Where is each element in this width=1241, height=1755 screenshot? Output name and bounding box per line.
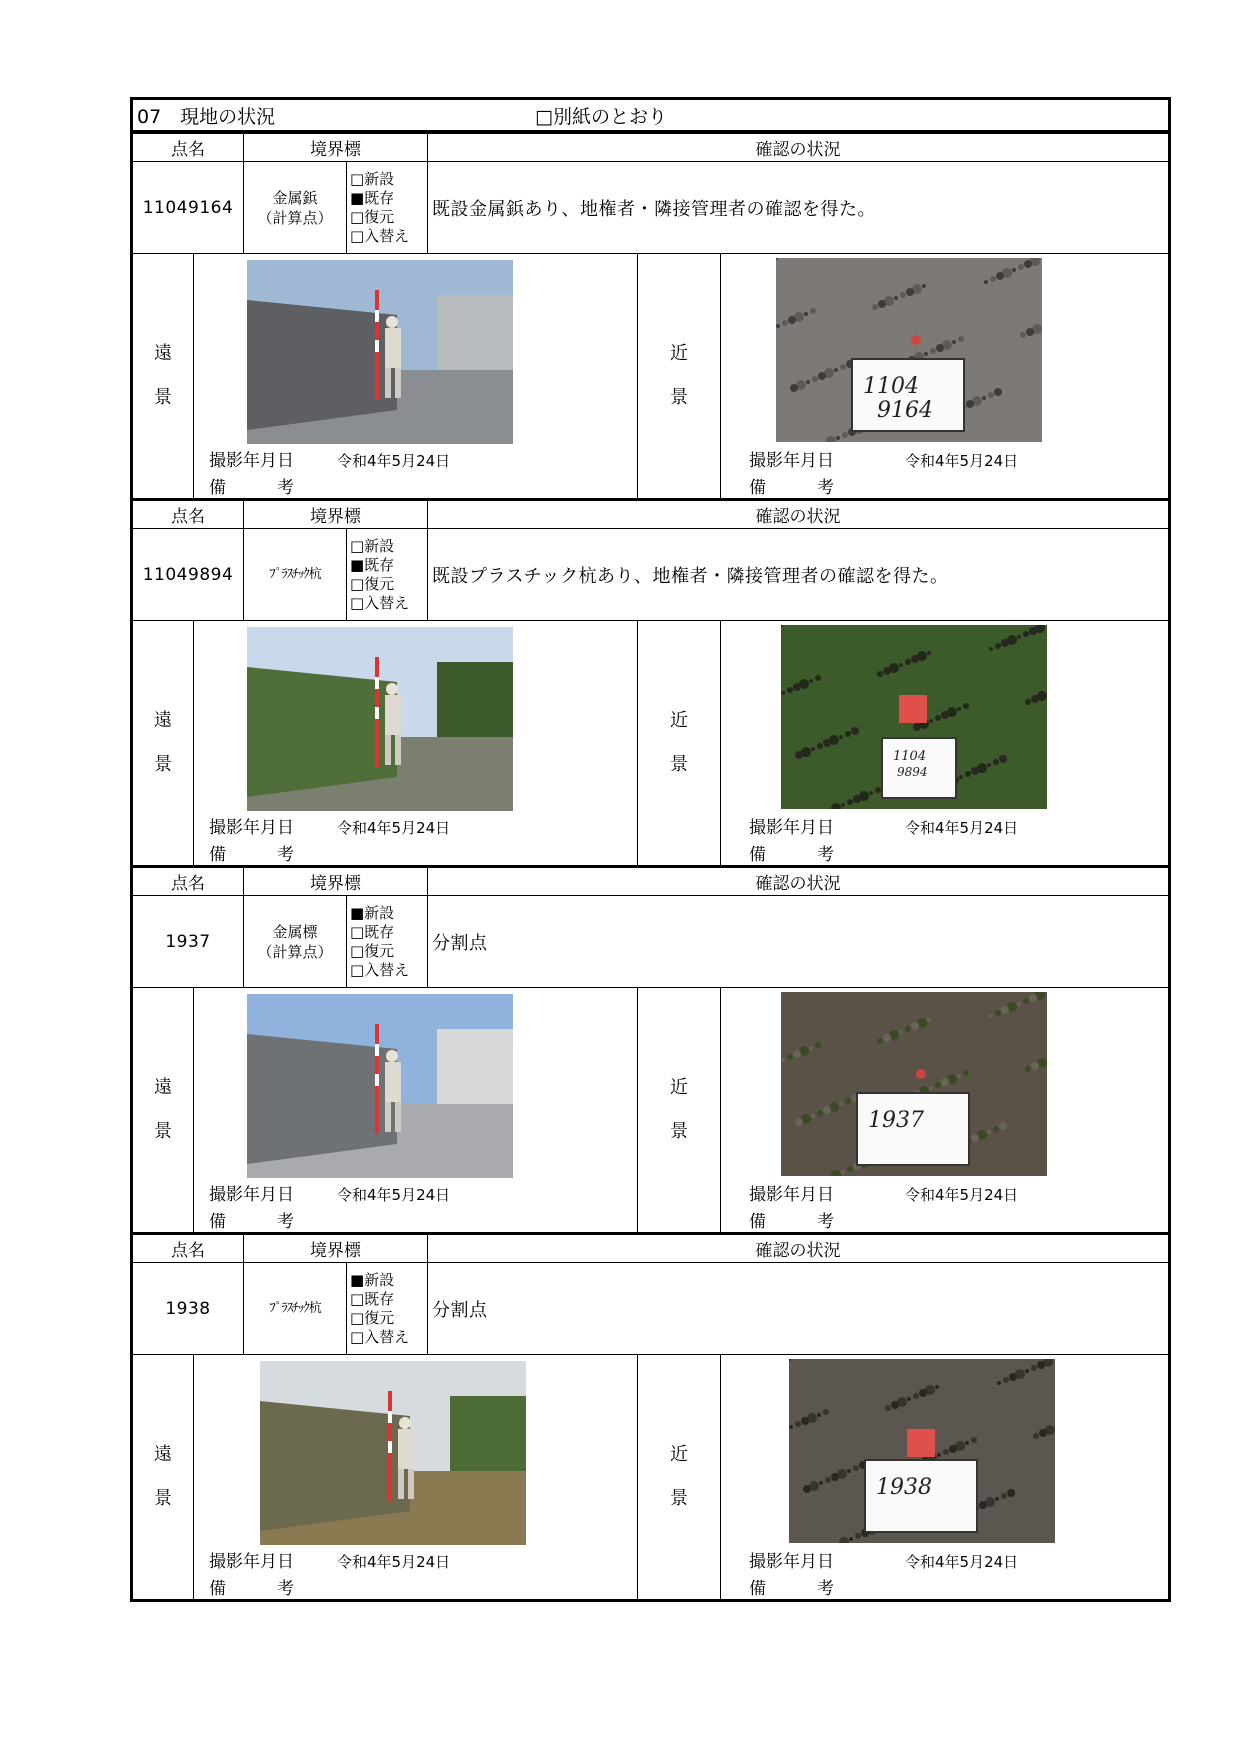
far-photo-cell	[194, 1355, 638, 1601]
far-view-label	[132, 621, 194, 866]
photo-date-label: 撮影年月日	[749, 818, 834, 838]
checklist-item: ■既存	[350, 188, 395, 207]
photo-date-value: 令和4年5月24日	[905, 819, 1019, 837]
photo-date-label: 撮影年月日	[209, 818, 294, 838]
near-view-label	[638, 254, 721, 499]
boundary-marker-value	[244, 162, 347, 254]
status-header: 確認の状況	[428, 500, 1170, 529]
near-view-label	[638, 1355, 721, 1601]
photo-date-label: 撮影年月日	[749, 1185, 834, 1205]
point-name-header: 点名	[132, 1234, 244, 1263]
record-block	[130, 133, 1171, 499]
marker-type: ﾌﾟﾗｽﾁｯｸ杭	[269, 1300, 321, 1316]
photo-date-value: 令和4年5月24日	[337, 1186, 451, 1204]
far-label-char: 景	[154, 387, 172, 408]
checklist-item: □復元	[350, 574, 395, 593]
near-view-photo	[781, 625, 1047, 809]
far-photo-cell	[194, 621, 638, 866]
near-label-char: 景	[670, 1488, 688, 1509]
near-label-char: 近	[670, 710, 688, 731]
confirmation-status: 分割点	[428, 1263, 1170, 1355]
point-name-header: 点名	[132, 867, 244, 896]
remarks-label: 備 考	[209, 845, 294, 865]
point-name-value: 1937	[132, 896, 244, 988]
checklist-item: □既存	[350, 922, 395, 941]
photo-date-value: 令和4年5月24日	[337, 819, 451, 837]
remarks-label: 備 考	[209, 478, 294, 498]
photo-date-label: 撮影年月日	[209, 1185, 294, 1205]
photo-date-value: 令和4年5月24日	[905, 452, 1019, 470]
photo-row	[132, 988, 1170, 1233]
near-photo-cell	[721, 988, 1170, 1233]
photo-date-value: 令和4年5月24日	[905, 1553, 1019, 1571]
photo-row	[132, 254, 1170, 499]
photo-date-value: 令和4年5月24日	[905, 1186, 1019, 1204]
checklist-item: □新設	[350, 536, 395, 555]
survey-sheet	[130, 97, 1168, 1602]
checklist-item: □入替え	[350, 226, 410, 245]
photo-row	[132, 1355, 1170, 1601]
photo-date-label: 撮影年月日	[209, 1552, 294, 1572]
near-photo-meta	[749, 448, 1018, 502]
board-text-line1: 1937	[868, 1108, 924, 1133]
photo-date-value: 令和4年5月24日	[337, 1553, 451, 1571]
photo-row	[132, 621, 1170, 866]
point-name-header: 点名	[132, 500, 244, 529]
checklist-item: □入替え	[350, 1327, 410, 1346]
record-block	[130, 499, 1171, 866]
attachment-note: □別紙のとおり	[535, 105, 667, 128]
near-photo-cell	[721, 254, 1170, 499]
point-name-value: 1938	[132, 1263, 244, 1355]
near-view-photo	[781, 992, 1047, 1176]
board-text-line2: 9164	[877, 398, 933, 423]
remarks-label: 備 考	[749, 1212, 834, 1232]
far-view-photo	[247, 994, 513, 1178]
near-view-label	[638, 988, 721, 1233]
column-header-row	[132, 1234, 1170, 1263]
record-block	[130, 866, 1171, 1233]
site-board	[864, 1459, 978, 1533]
near-label-char: 近	[670, 1444, 688, 1465]
checklist-item: ■新設	[350, 903, 395, 922]
point-name-value: 11049164	[132, 162, 244, 254]
checklist-item: □復元	[350, 207, 395, 226]
section-title: 07 現地の状況	[137, 105, 276, 128]
far-view-photo	[247, 627, 513, 811]
far-photo-cell	[194, 254, 638, 499]
far-photo-meta	[209, 815, 450, 869]
checklist-item: □復元	[350, 1308, 395, 1327]
marker-checklist	[347, 1263, 428, 1355]
boundary-marker-header: 境界標	[244, 134, 428, 162]
far-label-char: 景	[154, 754, 172, 775]
record-row	[132, 896, 1170, 988]
near-photo-meta	[749, 815, 1018, 869]
far-view-label	[132, 988, 194, 1233]
confirmation-status: 既設プラスチック杭あり、地権者・隣接管理者の確認を得た。	[428, 529, 1170, 621]
checklist-item: ■既存	[350, 555, 395, 574]
record-block	[130, 1233, 1171, 1602]
near-label-char: 景	[670, 1121, 688, 1142]
records-container	[130, 133, 1168, 1602]
far-label-char: 遠	[154, 710, 172, 731]
far-label-char: 遠	[154, 343, 172, 364]
remarks-label: 備 考	[749, 478, 834, 498]
sheet-title-bar	[132, 99, 1170, 132]
photo-date-value: 令和4年5月24日	[337, 452, 451, 470]
photo-date-label: 撮影年月日	[749, 451, 834, 471]
checklist-item: □入替え	[350, 593, 410, 612]
site-board	[851, 358, 965, 432]
boundary-marker-header: 境界標	[244, 1234, 428, 1263]
point-name-value: 11049894	[132, 529, 244, 621]
near-photo-cell	[721, 621, 1170, 866]
boundary-marker-header: 境界標	[244, 867, 428, 896]
photo-date-label: 撮影年月日	[209, 451, 294, 471]
marker-checklist	[347, 162, 428, 254]
boundary-marker-value	[244, 896, 347, 988]
marker-checklist	[347, 529, 428, 621]
confirmation-status: 既設金属鋲あり、地権者・隣接管理者の確認を得た。	[428, 162, 1170, 254]
far-photo-meta	[209, 448, 450, 502]
checklist-item: □既存	[350, 1289, 395, 1308]
checklist-item: □入替え	[350, 960, 410, 979]
near-label-char: 景	[670, 387, 688, 408]
far-view-label	[132, 254, 194, 499]
confirmation-status: 分割点	[428, 896, 1170, 988]
record-row	[132, 162, 1170, 254]
far-view-photo	[247, 260, 513, 444]
board-text-line1: 1938	[876, 1475, 932, 1500]
site-board	[856, 1092, 970, 1166]
near-photo-meta	[749, 1182, 1018, 1236]
far-photo-cell	[194, 988, 638, 1233]
far-label-char: 景	[154, 1488, 172, 1509]
checklist-item: ■新設	[350, 1270, 395, 1289]
marker-note: （計算点）	[257, 208, 333, 227]
checklist-item: □復元	[350, 941, 395, 960]
site-board	[881, 737, 957, 799]
near-view-photo	[789, 1359, 1055, 1543]
boundary-marker-header: 境界標	[244, 500, 428, 529]
board-text-line1: 1104	[893, 749, 927, 764]
remarks-label: 備 考	[209, 1212, 294, 1232]
status-header: 確認の状況	[428, 134, 1170, 162]
far-view-label	[132, 1355, 194, 1601]
remarks-label: 備 考	[749, 845, 834, 865]
photo-date-label: 撮影年月日	[749, 1552, 834, 1572]
near-label-char: 近	[670, 1077, 688, 1098]
board-text-line2: 9894	[897, 765, 928, 779]
far-label-char: 遠	[154, 1077, 172, 1098]
board-text-line1: 1104	[863, 374, 919, 399]
far-view-photo	[260, 1361, 526, 1545]
near-photo-meta	[749, 1549, 1018, 1603]
marker-type: 金属標	[272, 922, 318, 941]
near-view-photo	[776, 258, 1042, 442]
status-header: 確認の状況	[428, 1234, 1170, 1263]
far-label-char: 景	[154, 1121, 172, 1142]
boundary-marker-value	[244, 1263, 347, 1355]
remarks-label: 備 考	[209, 1579, 294, 1599]
near-label-char: 景	[670, 754, 688, 775]
far-photo-meta	[209, 1549, 450, 1603]
far-photo-meta	[209, 1182, 450, 1236]
record-row	[132, 529, 1170, 621]
marker-type: 金属鋲	[272, 188, 318, 207]
near-view-label	[638, 621, 721, 866]
marker-checklist	[347, 896, 428, 988]
remarks-label: 備 考	[749, 1579, 834, 1599]
column-header-row	[132, 867, 1170, 896]
record-row	[132, 1263, 1170, 1355]
status-header: 確認の状況	[428, 867, 1170, 896]
column-header-row	[132, 500, 1170, 529]
near-photo-cell	[721, 1355, 1170, 1601]
far-label-char: 遠	[154, 1444, 172, 1465]
column-header-row	[132, 134, 1170, 162]
checklist-item: □新設	[350, 169, 395, 188]
marker-type: ﾌﾟﾗｽﾁｯｸ杭	[269, 566, 321, 582]
boundary-marker-value	[244, 529, 347, 621]
near-label-char: 近	[670, 343, 688, 364]
marker-note: （計算点）	[257, 942, 333, 961]
point-name-header: 点名	[132, 134, 244, 162]
